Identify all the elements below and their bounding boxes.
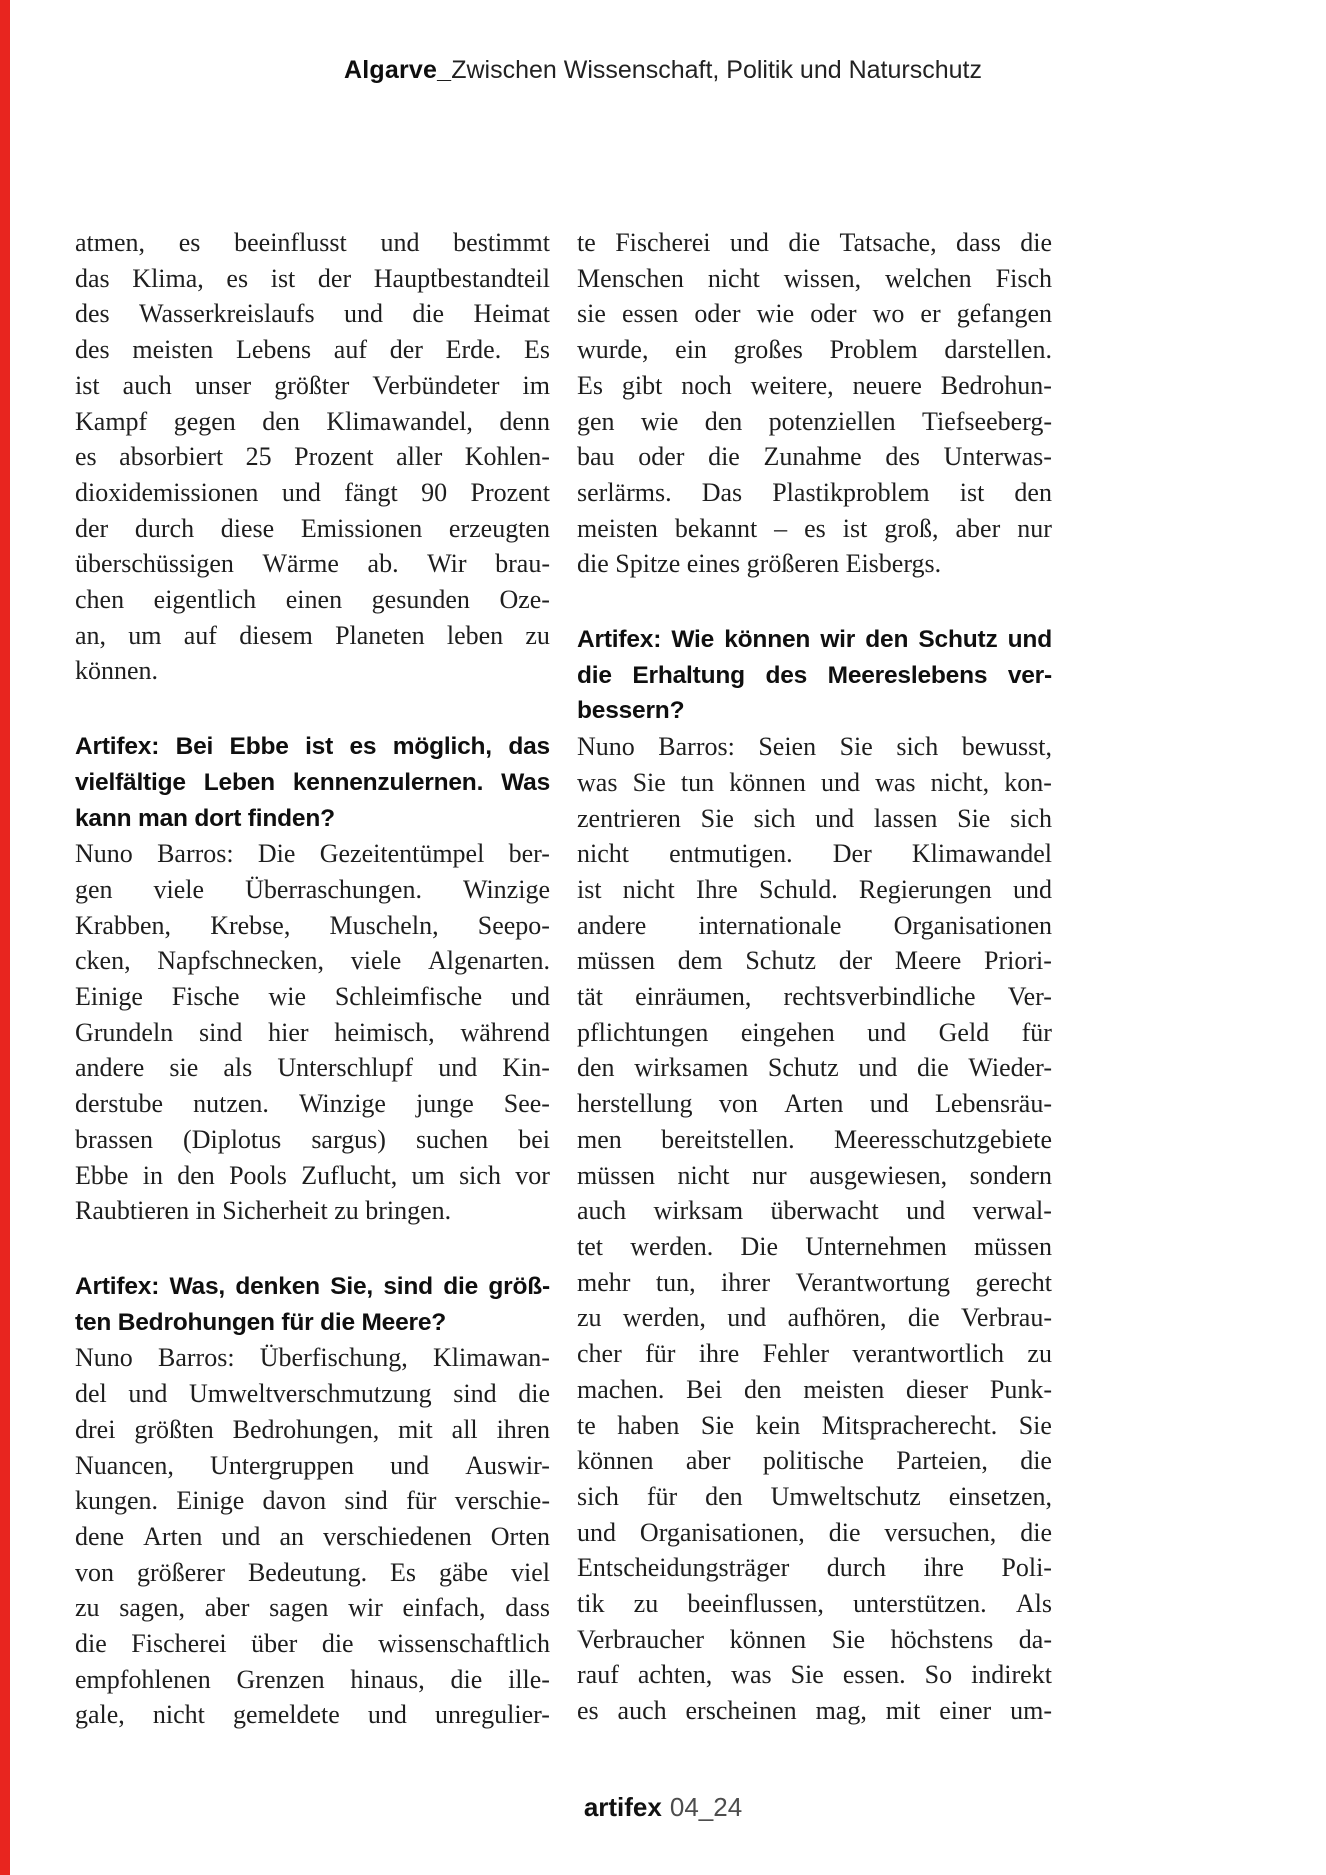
text-line: serlärms. Das Plastikproblem ist den [577, 477, 1052, 507]
text-line: müssen dem Schutz der Meere Priori- [577, 946, 1052, 976]
text-line: Menschen nicht wissen, welchen Fisch [577, 263, 1052, 293]
text-line: dioxidemissionen und fängt 90 Prozent [75, 477, 550, 507]
text-line: empfohlenen Grenzen hinaus, die ille- [75, 1664, 550, 1694]
text-line: ist auch unser größter Verbündeter im [75, 370, 550, 400]
text-line: brassen (Diplotus sargus) suchen bei [75, 1124, 550, 1154]
text-line: zu sagen, aber sagen wir einfach, dass [75, 1593, 550, 1623]
text-column-right [577, 225, 1052, 1729]
text-line: die Fischerei über die wissenschaftlich [75, 1629, 550, 1659]
text-line: die Spitze eines größeren Eisbergs. [577, 549, 942, 579]
text-line: Ebbe in den Pools Zuflucht, um sich vor [75, 1160, 550, 1190]
body-paragraph [577, 729, 1052, 1729]
text-line: cken, Napfschnecken, viele Algenarten. [75, 946, 550, 976]
text-line: Artifex: Wie können wir den Schutz und [577, 626, 1052, 654]
text-line: den wirksamen Schutz und die Wieder- [577, 1053, 1052, 1083]
running-header-title: Algarve_ [344, 56, 452, 84]
text-line: Nuancen, Untergruppen und Auswir- [75, 1450, 550, 1480]
text-line: der durch diese Emissionen erzeugten [75, 513, 550, 543]
text-line: und Organisationen, die versuchen, die [577, 1517, 1052, 1547]
text-line: chen eigentlich einen gesunden Oze- [75, 585, 550, 615]
text-line: Es gibt noch weitere, neuere Bedrohun- [577, 370, 1052, 400]
text-line: kann man dort finden? [75, 804, 335, 832]
text-line: Nuno Barros: Seien Sie sich bewusst, [577, 732, 1052, 762]
text-line: atmen, es beeinflusst und bestimmt [75, 228, 550, 257]
running-header [0, 55, 1326, 85]
text-line: Artifex: Was, denken Sie, sind die größ- [75, 1272, 550, 1300]
text-line: andere internationale Organisationen [577, 910, 1052, 940]
footer-issue-number: 04_24 [669, 1792, 743, 1822]
page-edge-accent-bar [0, 0, 10, 1875]
text-line: bau oder die Zunahme des Unterwas- [577, 442, 1052, 472]
text-line: tik zu beeinflussen, unterstützen. Als [577, 1589, 1052, 1619]
text-line: die Erhaltung des Meereslebens ver- [577, 661, 1052, 689]
text-line: Einige Fische wie Schleimfische und [75, 982, 550, 1012]
text-line: gen wie den potenziellen Tiefseeberg- [577, 406, 1052, 436]
text-line: tät einräumen, rechtsverbindliche Ver- [577, 982, 1052, 1012]
page-footer [0, 1792, 1326, 1822]
text-line: gale, nicht gemeldete und unregulier- [75, 1700, 550, 1730]
interview-question-heading [577, 622, 1052, 729]
text-line: rauf achten, was Sie essen. So indirekt [577, 1660, 1052, 1690]
text-line: men bereitstellen. Meeresschutzgebiete [577, 1124, 1052, 1154]
text-line: überschüssigen Wärme ab. Wir brau- [75, 549, 550, 579]
text-line: te Fischerei und die Tatsache, dass die [577, 228, 1052, 257]
text-line: Kampf gegen den Klimawandel, denn [75, 406, 550, 436]
text-line: zu werden, und aufhören, die Verbrau- [577, 1303, 1052, 1333]
text-line: vielfältige Leben kennenzulernen. Was [75, 768, 550, 796]
text-column-left [75, 225, 550, 1733]
text-line: Verbraucher können Sie höchstens da- [577, 1624, 1052, 1654]
text-line: dene Arten und an verschiedenen Orten [75, 1521, 550, 1551]
text-line: auch wirksam überwacht und verwal- [577, 1196, 1052, 1226]
text-line: te haben Sie kein Mitspracherecht. Sie [577, 1410, 1052, 1440]
text-line: machen. Bei den meisten dieser Punk- [577, 1374, 1052, 1404]
text-line: kungen. Einige davon sind für verschie- [75, 1486, 550, 1516]
text-line: ist nicht Ihre Schuld. Regierungen und [577, 874, 1052, 904]
text-line: nicht entmutigen. Der Klimawandel [577, 839, 1052, 869]
text-line: drei größten Bedrohungen, mit all ihren [75, 1414, 550, 1444]
text-line: pflichtungen eingehen und Geld für [577, 1017, 1052, 1047]
text-line: bessern? [577, 697, 685, 725]
text-line: andere sie als Unterschlupf und Kin- [75, 1053, 550, 1083]
text-line: können. [75, 656, 159, 686]
text-line: was Sie tun können und was nicht, kon- [577, 767, 1052, 797]
text-line: Raubtieren in Sicherheit zu bringen. [75, 1196, 452, 1226]
text-line: wurde, ein großes Problem darstellen. [577, 335, 1052, 365]
text-line: herstellung von Arten und Lebensräu- [577, 1089, 1052, 1119]
text-line: tet werden. Die Unternehmen müssen [577, 1231, 1052, 1261]
text-line: es auch erscheinen mag, mit einer um- [577, 1696, 1052, 1726]
footer-magazine-name: artifex [583, 1792, 662, 1822]
text-line: von größerer Bedeutung. Es gäbe viel [75, 1557, 550, 1587]
text-line: es absorbiert 25 Prozent aller Kohlen- [75, 442, 550, 472]
text-line: ten Bedrohungen für die Meere? [75, 1308, 447, 1336]
text-line: des Wasserkreislaufs und die Heimat [75, 299, 550, 329]
text-line: sie essen oder wie oder wo er gefangen [577, 299, 1052, 329]
text-line: Nuno Barros: Die Gezeitentümpel ber- [75, 839, 550, 869]
text-line: des meisten Lebens auf der Erde. Es [75, 335, 550, 365]
text-line: Nuno Barros: Überfischung, Klimawan- [75, 1343, 550, 1373]
text-line: zentrieren Sie sich und lassen Sie sich [577, 803, 1052, 833]
text-line: mehr tun, ihrer Verantwortung gerecht [577, 1267, 1052, 1297]
body-paragraph [75, 1340, 550, 1733]
text-line: sich für den Umweltschutz einsetzen, [577, 1481, 1052, 1511]
text-line: Artifex: Bei Ebbe ist es möglich, das [75, 733, 550, 761]
text-line: derstube nutzen. Winzige junge See- [75, 1089, 550, 1119]
interview-question-heading [75, 1269, 550, 1340]
text-line: können aber politische Parteien, die [577, 1446, 1052, 1476]
text-line: del und Umweltverschmutzung sind die [75, 1379, 550, 1409]
text-line: meisten bekannt – es ist groß, aber nur [577, 513, 1052, 543]
text-line: Entscheidungsträger durch ihre Poli- [577, 1553, 1052, 1583]
text-line: müssen nicht nur ausgewiesen, sondern [577, 1160, 1052, 1190]
text-line: an, um auf diesem Planeten leben zu [75, 620, 550, 650]
text-line: das Klima, es ist der Hauptbestandteil [75, 263, 550, 293]
text-line: Grundeln sind hier heimisch, während [75, 1017, 550, 1047]
text-line: cher für ihre Fehler verantwortlich zu [577, 1339, 1052, 1369]
body-paragraph [75, 836, 550, 1229]
body-paragraph [75, 225, 550, 689]
interview-question-heading [75, 729, 550, 836]
body-paragraph [577, 225, 1052, 582]
text-line: Krabben, Krebse, Muscheln, Seepo- [75, 910, 550, 940]
text-line: gen viele Überraschungen. Winzige [75, 874, 550, 904]
running-header-subtitle: Zwischen Wissenschaft, Politik und Naturschutz [451, 56, 982, 84]
